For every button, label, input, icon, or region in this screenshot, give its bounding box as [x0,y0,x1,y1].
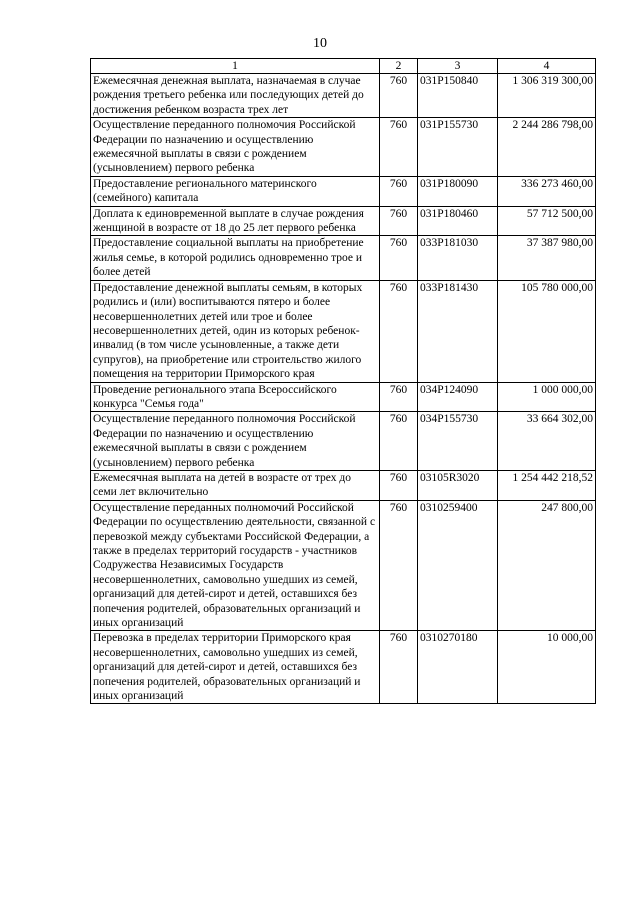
table-row [91,280,596,382]
budget-table [90,58,596,704]
grbs-code-cell: 760 [380,206,418,236]
grbs-code-cell: 760 [380,280,418,382]
amount-cell: 1 306 319 300,00 [498,74,596,118]
expense-name-cell: Осуществление переданных полномочий Российской Федерации по осуществлению деятельности, связанной с перевозкой между субъектами Российской Федерации, а также в пределах территорий государств - участников Содружества Независимых Государств несовершеннолетних, самовольно ушедших из семей, организаций для детей-сирот и детей, оставшихся без попечения родителей, образовательных организаций и иных организаций [91,500,380,631]
amount-cell: 57 712 500,00 [498,206,596,236]
expense-name-cell: Доплата к единовременной выплате в случае рождения женщиной в возрасте от 18 до 25 лет первого ребенка [91,206,380,236]
expense-name-cell: Осуществление переданного полномочия Российской Федерации по назначению и осуществлению ежемесячной выплаты в связи с рождением (усыновлением) первого ребенка [91,412,380,471]
table-row [91,206,596,236]
table-row [91,236,596,280]
amount-cell: 247 800,00 [498,500,596,631]
table-body [91,74,596,704]
page-number: 10 [313,36,327,51]
amount-cell: 336 273 460,00 [498,176,596,206]
expense-name-cell: Осуществление переданного полномочия Российской Федерации по назначению и осуществлению ежемесячной выплаты в связи с рождением (усыновлением) первого ребенка [91,118,380,177]
table-row [91,74,596,118]
target-article-code-cell: 031P180090 [418,176,498,206]
grbs-code-cell: 760 [380,176,418,206]
table-row [91,176,596,206]
grbs-code-cell: 760 [380,118,418,177]
target-article-code-cell: 031P180460 [418,206,498,236]
table-row [91,500,596,631]
header-row [91,59,596,74]
target-article-code-cell: 0310259400 [418,500,498,631]
expense-name-cell: Ежемесячная денежная выплата, назначаемая в случае рождения третьего ребенка или последующих детей до достижения ребенком возраста трех лет [91,74,380,118]
amount-cell: 33 664 302,00 [498,412,596,471]
amount-cell: 10 000,00 [498,631,596,704]
target-article-code-cell: 033P181030 [418,236,498,280]
amount-cell: 37 387 980,00 [498,236,596,280]
grbs-code-cell: 760 [380,74,418,118]
target-article-code-cell: 034P124090 [418,382,498,412]
table-row [91,412,596,471]
grbs-code-cell: 760 [380,470,418,500]
target-article-code-cell: 03105R3020 [418,470,498,500]
expense-name-cell: Предоставление денежной выплаты семьям, в которых родились и (или) воспитываются пятеро и более несовершеннолетних детей или трое и более несовершеннолетних детей, один из которых ребенок-инвалид (в том числе усыновленные, а также дети супругов), на приобретение или строительство жилого помещения на территории Приморского края [91,280,380,382]
target-article-code-cell: 033P181430 [418,280,498,382]
header-col-1: 1 [91,59,380,74]
expense-name-cell: Проведение регионального этапа Всероссийского конкурса "Семья года" [91,382,380,412]
grbs-code-cell: 760 [380,500,418,631]
grbs-code-cell: 760 [380,412,418,471]
expense-name-cell: Предоставление социальной выплаты на приобретение жилья семье, в которой родились одновременно трое и более детей [91,236,380,280]
target-article-code-cell: 031P150840 [418,74,498,118]
target-article-code-cell: 0310270180 [418,631,498,704]
expense-name-cell: Ежемесячная выплата на детей в возрасте от трех до семи лет включительно [91,470,380,500]
amount-cell: 1 254 442 218,52 [498,470,596,500]
table-row [91,631,596,704]
table-header [91,59,596,74]
expense-name-cell: Предоставление регионального материнского (семейного) капитала [91,176,380,206]
table-row [91,382,596,412]
amount-cell: 1 000 000,00 [498,382,596,412]
grbs-code-cell: 760 [380,631,418,704]
amount-cell: 2 244 286 798,00 [498,118,596,177]
header-col-2: 2 [380,59,418,74]
header-col-3: 3 [418,59,498,74]
expense-name-cell: Перевозка в пределах территории Приморского края несовершеннолетних, самовольно ушедших из семей, организаций для детей-сирот и детей, оставшихся без попечения родителей, образовательных организаций и иных организаций [91,631,380,704]
grbs-code-cell: 760 [380,382,418,412]
table-row [91,118,596,177]
amount-cell: 105 780 000,00 [498,280,596,382]
target-article-code-cell: 031P155730 [418,118,498,177]
table-row [91,470,596,500]
header-col-4: 4 [498,59,596,74]
target-article-code-cell: 034P155730 [418,412,498,471]
grbs-code-cell: 760 [380,236,418,280]
